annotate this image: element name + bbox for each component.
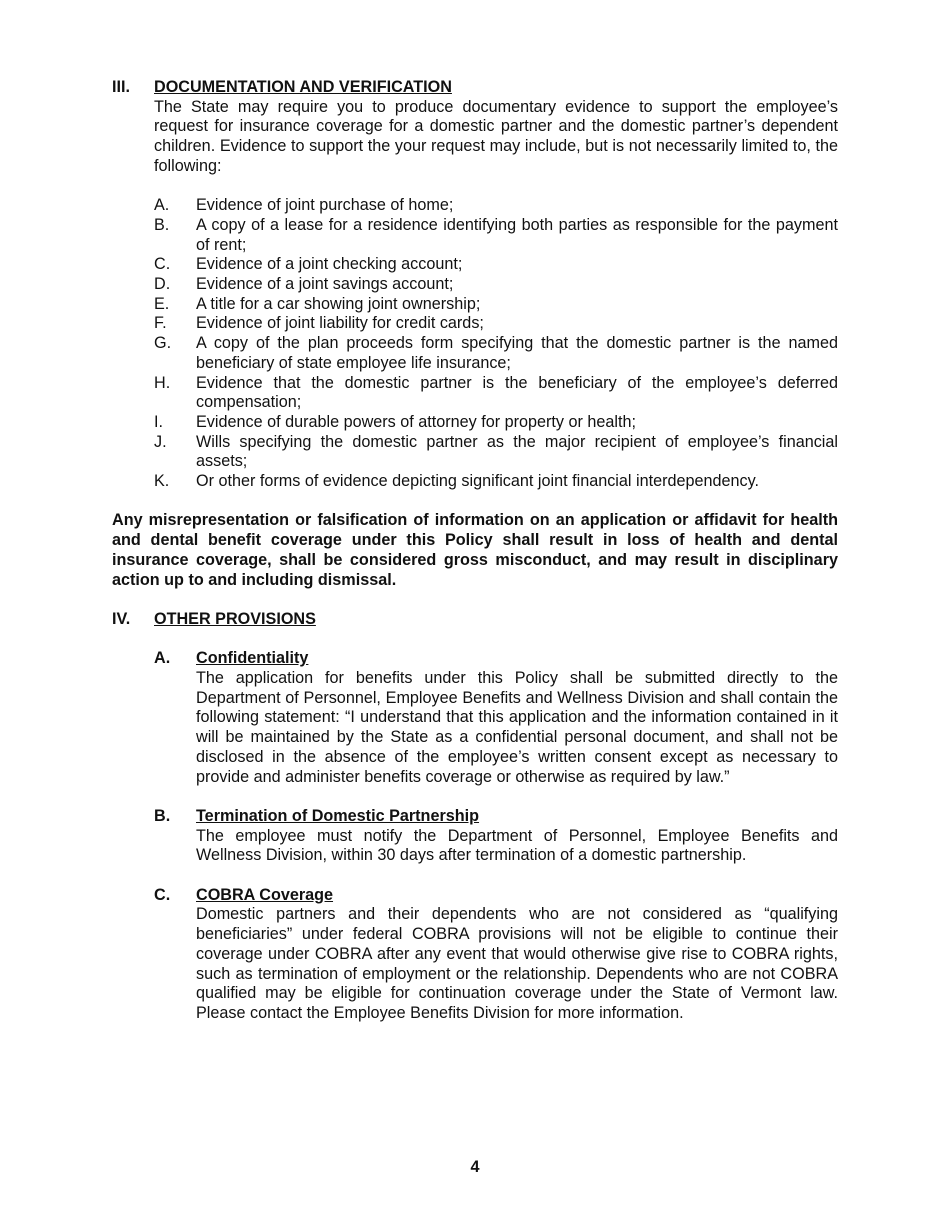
list-item-text: A title for a car showing joint ownership; bbox=[196, 294, 481, 313]
list-item-letter: H. bbox=[154, 373, 171, 392]
list-item-letter: E. bbox=[154, 294, 170, 313]
list-item-text: Evidence of a joint savings account; bbox=[196, 275, 454, 294]
list-item bbox=[154, 216, 838, 255]
subsection-termination bbox=[154, 807, 838, 866]
misrepresentation-warning: Any misrepresentation or falsification of information on an application or affidavit for health and dental benefit coverage under this Policy shall result in loss of health and dental insurance coverage, shall be considered gross misconduct, and may result in disciplinary action up to and including dismissal. bbox=[112, 511, 838, 589]
section-3-number: III. bbox=[112, 78, 130, 96]
list-item-text: Wills specifying the domestic partner as the major recipient of employee’s financial assets; bbox=[196, 432, 838, 471]
subsection-body: The employee must notify the Department of Personnel, Employee Benefits and Wellness Division, within 30 days after termination of a domestic partnership. bbox=[196, 826, 838, 865]
list-item bbox=[154, 334, 838, 373]
list-item-letter: F. bbox=[154, 314, 167, 333]
list-item-text: A copy of the plan proceeds form specifying that the domestic partner is the named beneficiary of state employee life insurance; bbox=[196, 334, 838, 372]
subsection-body: Domestic partners and their dependents who are not considered as “qualifying beneficiaries” under federal COBRA provisions will not be eligible to continue their coverage under COBRA after any event that would otherwise give rise to COBRA rights, such as termination of employment or the relationship. Dependents who are not COBRA qualified may be eligible for continuation coverage under the State of Vermont law. Please contact the Employee Benefits Division for more information. bbox=[196, 905, 838, 1022]
section-4-title: OTHER PROVISIONS bbox=[154, 609, 316, 628]
list-item-letter: C. bbox=[154, 255, 171, 274]
list-item bbox=[154, 433, 838, 472]
list-item-letter: D. bbox=[154, 275, 171, 294]
section-3-intro: The State may require you to produce documentary evidence to support the employee’s request for insurance coverage for a domestic partner and the domestic partner’s dependent children. Evidence to support the your request may include, but is not necessarily limited to, the following: bbox=[154, 97, 838, 175]
list-item bbox=[154, 196, 838, 216]
subsection-body: The application for benefits under this Policy shall be submitted directly to the Department of Personnel, Employee Benefits and Wellness Division and shall contain the following statement: “I understand that this application and the information contained in it will be maintained by the State as a confidential personal document, and shall not be disclosed in the absence of the employee’s written consent except as necessary to provide and administer benefits coverage or otherwise as required by law.” bbox=[196, 669, 838, 786]
list-item bbox=[154, 413, 838, 433]
document-page bbox=[112, 78, 838, 1024]
section-3-title: DOCUMENTATION AND VERIFICATION bbox=[154, 78, 452, 96]
list-item-letter: G. bbox=[154, 334, 172, 353]
section-4-heading bbox=[112, 610, 838, 630]
section-4-number: IV. bbox=[112, 609, 131, 628]
list-item bbox=[154, 275, 838, 295]
list-item-letter: A. bbox=[154, 196, 170, 215]
list-item-text: A copy of a lease for a residence identifying both parties as responsible for the payment of rent; bbox=[196, 215, 838, 254]
list-item-letter: I. bbox=[154, 412, 163, 431]
list-item-text: Evidence of joint purchase of home; bbox=[196, 196, 454, 215]
subsection-heading bbox=[154, 807, 838, 827]
list-item bbox=[154, 314, 838, 334]
page-number: 4 bbox=[470, 1158, 480, 1176]
subsection-cobra bbox=[154, 886, 838, 1024]
list-item-letter: J. bbox=[154, 432, 167, 451]
list-item-letter: K. bbox=[154, 472, 170, 491]
evidence-list bbox=[154, 196, 838, 492]
subsection-heading bbox=[154, 649, 838, 669]
section-3-heading bbox=[112, 78, 838, 98]
list-item-text: Evidence of joint liability for credit cards; bbox=[196, 314, 484, 333]
list-item bbox=[154, 472, 838, 492]
subsection-letter: C. bbox=[154, 885, 171, 904]
subsection-heading bbox=[154, 886, 838, 906]
list-item bbox=[154, 374, 838, 413]
list-item-text: Evidence that the domestic partner is the beneficiary of the employee’s deferred compensation; bbox=[196, 373, 838, 412]
subsection-letter: B. bbox=[154, 806, 171, 825]
list-item-letter: B. bbox=[154, 215, 170, 234]
subsection-confidentiality bbox=[154, 649, 838, 787]
list-item-text: Or other forms of evidence depicting significant joint financial interdependency. bbox=[196, 472, 759, 491]
subsection-letter: A. bbox=[154, 649, 171, 668]
list-item bbox=[154, 255, 838, 275]
list-item-text: Evidence of a joint checking account; bbox=[196, 255, 463, 274]
list-item bbox=[154, 295, 838, 315]
subsection-title: COBRA Coverage bbox=[196, 885, 334, 904]
list-item-text: Evidence of durable powers of attorney for property or health; bbox=[196, 412, 637, 431]
subsection-title: Termination of Domestic Partnership bbox=[196, 806, 480, 825]
subsection-title: Confidentiality bbox=[196, 649, 309, 668]
